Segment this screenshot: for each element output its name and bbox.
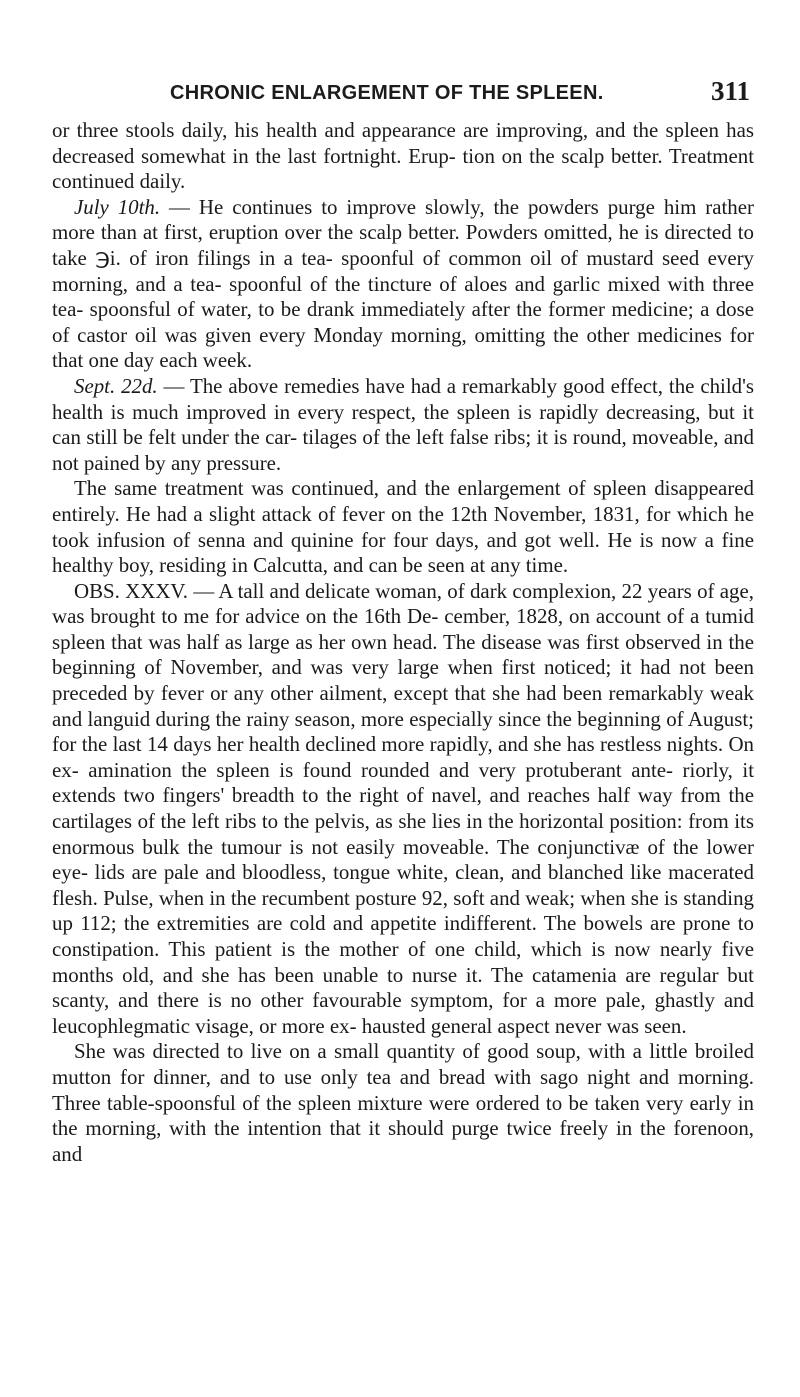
paragraph-text: or three stools daily, his health and appearance are improving, and the spleen has decreased somewhat in the last fortnight. Erup- tion on the scalp better. Treatment continued daily. (52, 118, 754, 194)
paragraph-continuation (52, 118, 754, 195)
page-number: 311 (710, 76, 750, 106)
paragraph-july-entry (52, 195, 754, 374)
paragraph-treatment (52, 1039, 754, 1167)
body-text (52, 118, 754, 1167)
paragraph-case-35 (52, 579, 754, 1040)
paragraph-text: — The above remedies have had a remarkably good effect, the child's health is much improved in every respect, the spleen is rapidly decreasing, but it can still be felt under the car- tilages of the left false ribs; it is round, moveable, and not pained by any pressure. (52, 373, 754, 475)
paragraph-text: OBS. XXXV. — A tall and delicate woman, of dark complexion, 22 years of age, was brought to me for advice on the 16th De- cember, 1828, on account of a tumid spleen that was half as large as her own head. The disease was first observed in the beginning of November, and was very large when first noticed; it had not been preceded by fever or any other ailment, except that she had been remarkably weak and languid during the rainy season, more especially since the beginning of August; for the last 14 days her health declined more rapidly, and she has restless nights. On ex- amination the spleen is found rounded and very protuberant ante- riorly, it extends two fingers' breadth to the right of navel, and reaches half way from the cartilages of the left ribs to the pelvis, as she lies in the horizontal position: from its enormous bulk the tumour is not easily moveable. The conjunctivæ of the lower eye- lids are pale and bloodless, tongue white, clean, and blanched like macerated flesh. Pulse, when in the recumbent posture 92, soft and weak; when she is standing up 112; the extremities are cold and appetite indifferent. The bowels are prone to constipation. This patient is the mother of one child, which is now nearly five months old, and she has been unable to nurse it. The catamenia are regular but scanty, and there is no other favourable symptom, for a more pale, ghastly and leucophlegmatic visage, or more ex- hausted general aspect never was seen. (52, 578, 754, 1038)
page-header (170, 76, 750, 110)
paragraph-text: She was directed to live on a small quantity of good soup, with a little broiled mutton for dinner, and to use only tea and bread with sago night and morning. Three table-spoonsful of the spleen mixture were ordered to be taken very early in the morning, with the intention that it should purge twice freely in the forenoon, and (52, 1039, 754, 1166)
entry-date: Sept. 22d. (74, 373, 158, 398)
paragraph-outcome (52, 476, 754, 578)
paragraph-sept-entry (52, 374, 754, 476)
running-title: CHRONIC ENLARGEMENT OF THE SPLEEN. (170, 82, 604, 104)
paragraph-text: — He continues to improve slowly, the powders purge him rather more than at first, eruption over the scalp better. Powders omitted, he is directed to take ℈i. of iron filings in a tea- spoonful of common oil of mustard seed every morning, and a tea- spoonful of the tincture of aloes and garlic mixed with three tea- spoonsful of water, to be drank immediately after the former medicine; a dose of castor oil was given every Monday morning, omitting the other medicines for that one day each week. (52, 194, 754, 373)
entry-date: July 10th. (74, 194, 161, 219)
paragraph-text: The same treatment was continued, and the enlargement of spleen disappeared entirely. He had a slight attack of fever on the 12th November, 1831, for which he took infusion of senna and quinine for four days, and got well. He is now a fine healthy boy, residing in Calcutta, and can be seen at any time. (52, 476, 754, 578)
